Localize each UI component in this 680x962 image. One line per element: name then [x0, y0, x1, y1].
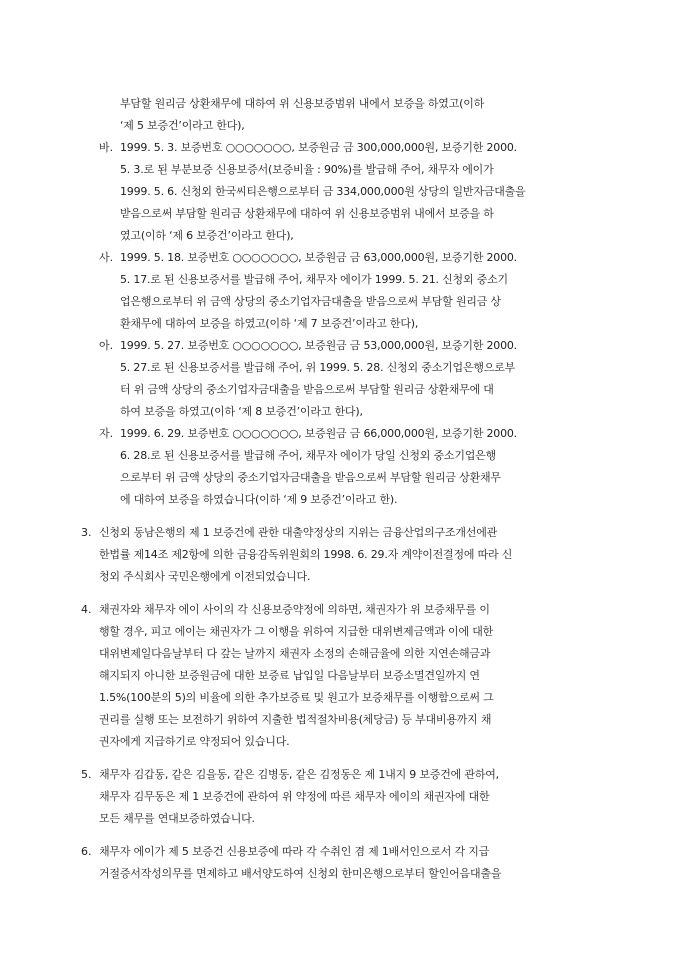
text-line: 거절증서작성의무를 면제하고 배서양도하여 신청외 한미은행으로부터 할인어음대출을 [99, 867, 502, 880]
text-line: 대위변제일다음날부터 다 갚는 날까지 채권자 소정의 손해금율에 의한 지연손해금과 [99, 647, 491, 660]
text-line: 1999. 5. 6. 신청외 한국씨티은행으로부터 금 334,000,000원 상당의 일반자금대출을 [120, 185, 526, 198]
text-line: 채권자와 채무자 에이 사이의 각 신용보증약정에 의하면, 채권자가 위 보증채무를 이 [99, 603, 490, 616]
text-line: 채무자 김갑동, 같은 김을동, 같은 김병동, 같은 김정동은 제 1내지 9 보증건에 관하여, [99, 768, 499, 781]
text-line: 업은행으로부터 위 금액 상당의 중소기업자금대출을 받음으로써 부담할 원리금 상 [120, 295, 501, 308]
text-line: 부담할 원리금 상환채무에 대하여 위 신용보증범위 내에서 보증을 하였고(이하 [120, 97, 485, 110]
text-line: 5. 3.로 된 부분보증 신용보증서(보증비율 : 90%)를 발급해 주어, 채무자 에이가 [120, 163, 494, 176]
text-line: 받음으로써 부담할 원리금 상환채무에 대하여 위 신용보증범위 내에서 보증을 하 [120, 207, 494, 220]
text-line: 6. 28.로 된 신용보증서를 발급해 주어, 채무자 에이가 당일 신청외 중소기업은행 [120, 449, 497, 462]
paragraph-marker: 4. [81, 603, 92, 616]
text-line: 채무자 에이가 제 5 보증건 신용보증에 따라 각 수취인 겸 제 1배서인으로서 각 지급 [99, 845, 490, 858]
text-line: 하여 보증을 하였고(이하 ‘제 8 보증건’이라고 한다), [120, 405, 363, 418]
text-line: 5. 17.로 된 신용보증서를 발급해 주어, 채무자 에이가 1999. 5. 21. 신청외 중소기 [120, 273, 508, 286]
text-line: ‘제 5 보증건’이라고 한다), [120, 119, 245, 132]
text-line: 환채무에 대하여 보증을 하였고(이하 ‘제 7 보증건’이라고 한다), [120, 317, 419, 330]
text-line: 권리를 실행 또는 보전하기 위하여 지출한 법적절차비용(체당금) 등 부대비용까지 채 [99, 713, 492, 726]
sub-item-marker: 사. [99, 251, 114, 264]
text-line: 으로부터 위 금액 상당의 중소기업자금대출을 받음으로써 부담할 원리금 상환채무 [120, 471, 501, 484]
paragraph-marker: 3. [81, 526, 92, 539]
text-line: 였고(이하 ‘제 6 보증건’이라고 한다), [120, 229, 294, 242]
text-line: 청외 주식회사 국민은행에게 이전되었습니다. [99, 570, 311, 583]
text-line: 1.5%(100분의 5)의 비율에 의한 추가보증료 및 원고가 보증채무를 이행함으로써 그 [99, 691, 494, 704]
text-line: 1999. 5. 18. 보증번호 ○○○○○○○, 보증원금 금 63,000,000원, 보증기한 2000. [120, 251, 517, 264]
text-line: 신청외 동남은행의 제 1 보증건에 관한 대출약정상의 지위는 금융산업의구조개선에관 [99, 526, 498, 539]
text-line: 터 위 금액 상당의 중소기업자금대출을 받음으로써 부담할 원리금 상환채무에 대 [120, 383, 494, 396]
text-line: 한법률 제14조 제2항에 의한 금융감독위원회의 1998. 6. 29.자 계약이전결정에 따라 신 [99, 548, 513, 561]
paragraph-marker: 6. [81, 845, 92, 858]
sub-item-marker: 아. [99, 339, 114, 352]
text-line: 모든 채무를 연대보증하였습니다. [99, 812, 255, 825]
text-line: 1999. 6. 29. 보증번호 ○○○○○○○, 보증원금 금 66,000,000원, 보증기한 2000. [120, 427, 517, 440]
text-line: 5. 27.로 된 신용보증서를 발급해 주어, 위 1999. 5. 28. 신청외 중소기업은행으로부 [120, 361, 516, 374]
paragraph-marker: 5. [81, 768, 92, 781]
text-line: 1999. 5. 27. 보증번호 ○○○○○○○, 보증원금 금 53,000,000원, 보증기한 2000. [120, 339, 517, 352]
text-line: 에 대하여 보증을 하였습니다(이하 ‘제 9 보증건’이라고 한). [120, 493, 398, 506]
text-line: 행할 경우, 피고 에이는 채권자가 그 이행을 위하여 지급한 대위변제금액과 이에 대한 [99, 625, 494, 638]
sub-item-marker: 바. [99, 141, 114, 154]
text-line: 1999. 5. 3. 보증번호 ○○○○○○○, 보증원금 금 300,000,000원, 보증기한 2000. [120, 141, 517, 154]
text-line: 권자에게 지급하기로 약정되어 있습니다. [99, 735, 290, 748]
text-line: 채무자 김무동은 제 1 보증건에 관하여 위 약정에 따른 채무자 에이의 채권자에 대한 [99, 790, 490, 803]
sub-item-marker: 자. [99, 427, 114, 440]
text-line: 해지되지 아니한 보증원금에 대한 보증료 납입일 다음날부터 보증소멸견일까지 연 [99, 669, 480, 682]
